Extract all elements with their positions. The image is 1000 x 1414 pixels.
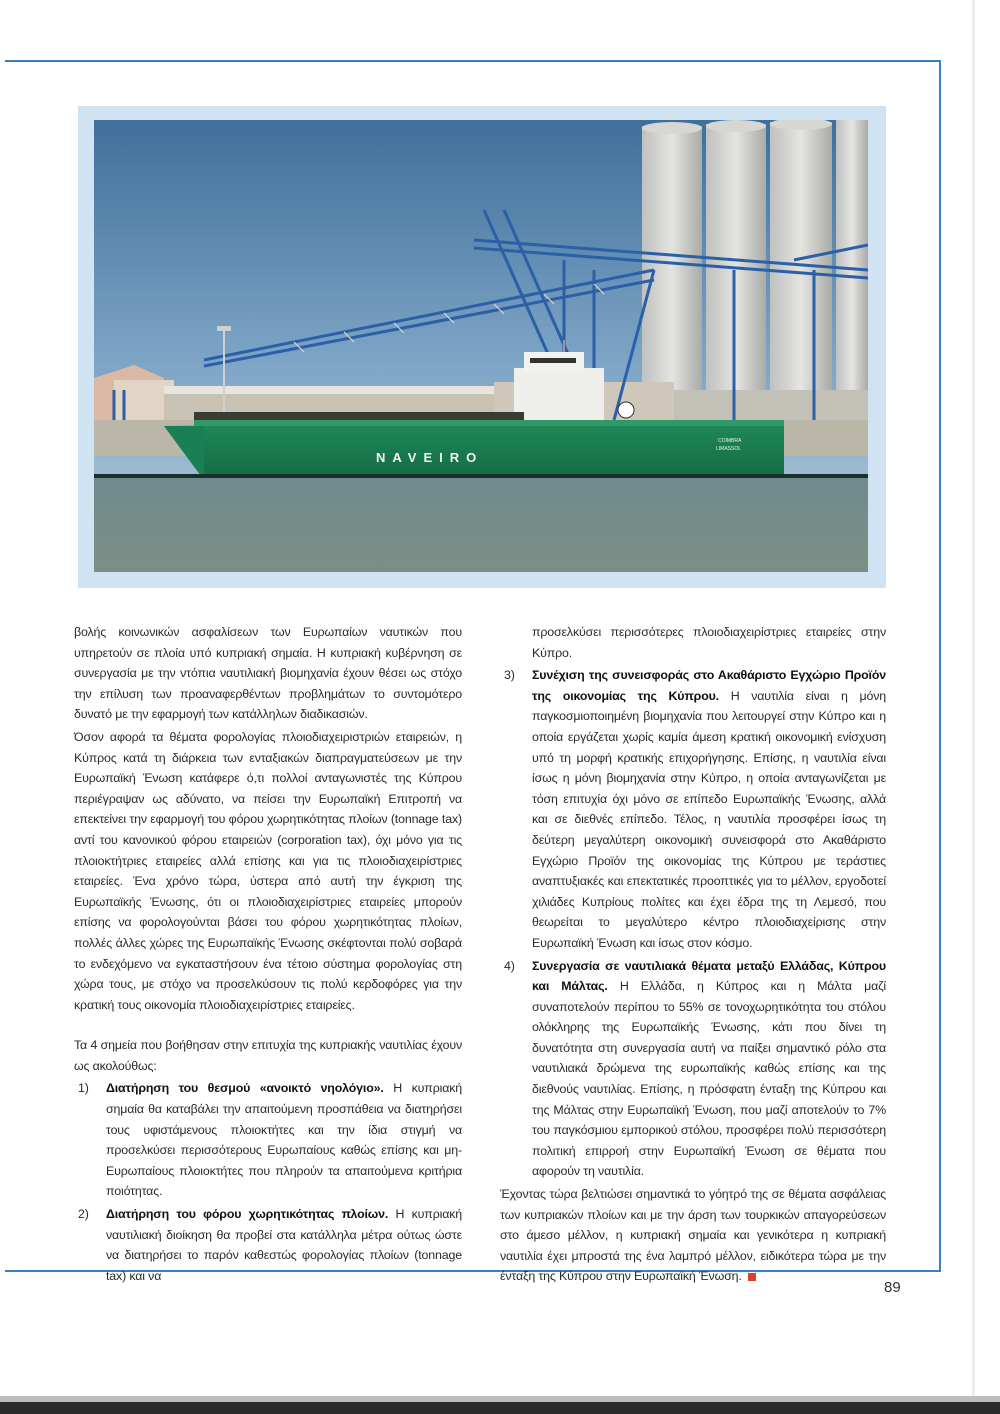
list-item: [500, 956, 886, 1183]
list-item: [74, 1078, 462, 1202]
paragraph: Έχοντας τώρα βελτιώσει σημαντικά το γόητρό της σε θέματα ασφάλειας των κυπριακών πλοίων και με την άρση των τουρκικών απαγορεύσεων στο άμεσο μέλλον, η κυπριακή σημαία και γενικότερα η κυπριακή ναυτιλία έχει μπροστά της ένα λαμπρό μέλλον, ειδικότερα τώρα με την ένταξη της Κύπρου στην Ευρωπαϊκή Ένωση.: [500, 1187, 886, 1284]
list-number: 4): [504, 958, 515, 973]
text-column-right: [500, 622, 886, 1289]
list-item-title: Συνεργασία σε ναυτιλιακά θέματα μεταξύ Ελλάδας, Κύπρου και Μάλτας.: [532, 958, 886, 994]
list-item-title: Διατήρηση του θεσμού «ανοικτό νηολόγιο».: [106, 1081, 384, 1096]
scan-edge-dark: [0, 1402, 1000, 1414]
list-item-text: Η κυπριακή ναυτιλιακή διοίκηση θα προβεί στα κατάλληλα μέτρα ούτως ώστε να διατηρήσει το παρόν καθεστώς φορολογίας πλοίων (tonnage tax) και να: [106, 1207, 462, 1283]
text-column-left: [74, 622, 462, 1288]
list-item: [500, 665, 886, 953]
list-item: [74, 1204, 462, 1286]
paragraph-continuation: προσελκύσει περισσότερες πλοιοδιαχειρίστριες εταιρείες στην Κύπρο.: [532, 625, 886, 660]
list-item-text: Η Ελλάδα, η Κύπρος και η Μάλτα μαζί συναποτελούν περίπου το 55% σε τονοχωρητικότητα του στόλου ολόκληρης της Ευρωπαϊκής Ένωσης, κάτι που δίνει τη δυνατότητα στη συνεργασία αυτή να παίξει σημαντικό ρόλο στα ναυτιλιακά δρώμενα της ευρωπαϊκής καθώς επίσης και της διεθνούς ναυτιλίας. Επίσης, η πρόσφατη ένταξη της Κύπρου και της Μάλτας στην Ευρωπαϊκή Ένωση, που μαζί αποτελούν το 7% του παγκόσμιου εμπορικού στόλου, προσφέρει πολύ περισσότερη πολιτική επιρροή στην Ευρωπαϊκή Ένωση σε θέματα που αφορούν τη ναυτιλία.: [532, 979, 887, 1179]
paragraph: βολής κοινωνικών ασφαλίσεων των Ευρωπαίων ναυτικών που υπηρετούν σε πλοία υπό κυπριακή σημαία. Η κυπριακή κυβέρνηση σε συνεργασία με την ντόπια ναυτιλιακή βιομηχανία έχουν θέσει ως στόχο την επίλυση των προαναφερθέντων προβλημάτων το συντομότερο δυνατό με την εφαρμογή των κατάλληλων διαδικασιών.: [74, 625, 462, 722]
list-item-text: Η κυπριακή σημαία θα καταβάλει την απαιτούμενη προσπάθεια να διατηρήσει τους υφιστάμενους πλοιοκτήτες και την ίδια στιγμή να προσελκύσει περισσότερους Ευρωπαίους καθώς επίσης και μη-Ευρωπαίους πλοιοκτήτες που πληρούν τα απαιτούμενα κριτήρια ποιότητας.: [106, 1081, 462, 1199]
list-item-title: Διατήρηση του φόρου χωρητικότητας πλοίων.: [106, 1207, 389, 1222]
paragraph: Τα 4 σημεία που βοήθησαν στην επιτυχία της κυπριακής ναυτιλίας έχουν ως ακολούθως:: [74, 1038, 462, 1073]
list-item-title: Συνέχιση της συνεισφοράς στο Ακαθάριστο Εγχώριο Προϊόν της οικονομίας της Κύπρου.: [532, 668, 886, 703]
ship-stern-name: COIMBRA: [718, 438, 742, 444]
list-item-text: Η ναυτιλία είναι η μόνη παγκοσμιοποιημένη βιομηχανία που λειτουργεί στην Κύπρο και η οποία εργάζεται χωρίς καμία άμεση κρατική οικονομική ενίσχυση υπό τη μορφή κρατικής επιχορήγησης. Επίσης, η ναυτιλία είναι ίσως η μόνη βιομηχανία στην Κύπρο, η οποία ανταγωνίζεται με τόση επιτυχία όχι μόνο σε επίπεδο Ευρωπαϊκής Ένωσης, αλλά και σε διεθνές επίπεδο. Τέλος, η ναυτιλία προσφέρει ίσως τη δεύτερη μεγαλύτερη οικονομική συνεισφορά στο Ακαθάριστο Εγχώριο Προϊόν της οικονομίας της Κύπρου με τεράστιες αναπτυξιακές και επεκτατικές προοπτικές για το μέλλον, εργοδοτεί χιλιάδες Κυπρίους πολίτες και έχει έδρα της τη Λεμεσό, που θεωρείται το μεγαλύτερο κέντρο πλοιοδιαχείρισης στην Ευρωπαϊκή Ένωση και ίσως στον κόσμο.: [532, 688, 886, 950]
page-edge-shadow: [972, 0, 975, 1414]
harbor-water: [94, 478, 868, 572]
ship-photo: [94, 120, 868, 572]
ship-stern-port: LIMASSOL: [716, 446, 742, 452]
list-number: 3): [504, 668, 515, 683]
list-number: 2): [78, 1207, 89, 1222]
photo-frame: [78, 106, 886, 588]
end-of-article-square-icon: [748, 1273, 756, 1281]
page-number: 89: [884, 1279, 901, 1296]
ship-name-hull: NAVEIRO: [376, 450, 484, 465]
paragraph: Όσον αφορά τα θέματα φορολογίας πλοιοδιαχειριστριών εταιρειών, η Κύπρος κατά τη διάρκεια των ενταξιακών διαπραγματεύσεων με την Ευρωπαϊκή Ένωση κατάφερε ό,τι πολλοί ανταγωνιστές της Κύπρου περιέγραψαν ως αδύνατο, να πείσει την Ευρωπαϊκή Επιτροπή να επεκτείνει την εφαρμογή του φόρου χωρητικότητας πλοίων (tonnage tax) αντί του κανονικού φόρου εταιρειών (corporation tax), όχι μόνο για τις πλοιοκτήτριες εταιρείες αλλά επίσης και για τις πλοιοδιαχειρίστριες εταιρείες. Ένα χρόνο τώρα, ύστερα από αυτή την έγκριση της Ευρωπαϊκής Ένωσης, ότι οι πλοιοδιαχειρίστριες εταιρείες μπορούν επίσης να φορολογούνται βάσει του φόρου χωρητικότητας πλοίων, πολλές άλλες χώρες της Ευρωπαϊκής Ένωσης σκέφτονται πολύ σοβαρά το ενδεχόμενο να εγκαταστήσουν ένα τέτοιο σύστημα φορολογίας στη χώρα τους, με στόχο να προσελκύσουν τις πολύ κερδοφόρες για την κρατική τους οικονομία πλοιοδιαχειρίστριες εταιρείες.: [74, 729, 462, 1012]
list-number: 1): [78, 1081, 89, 1096]
